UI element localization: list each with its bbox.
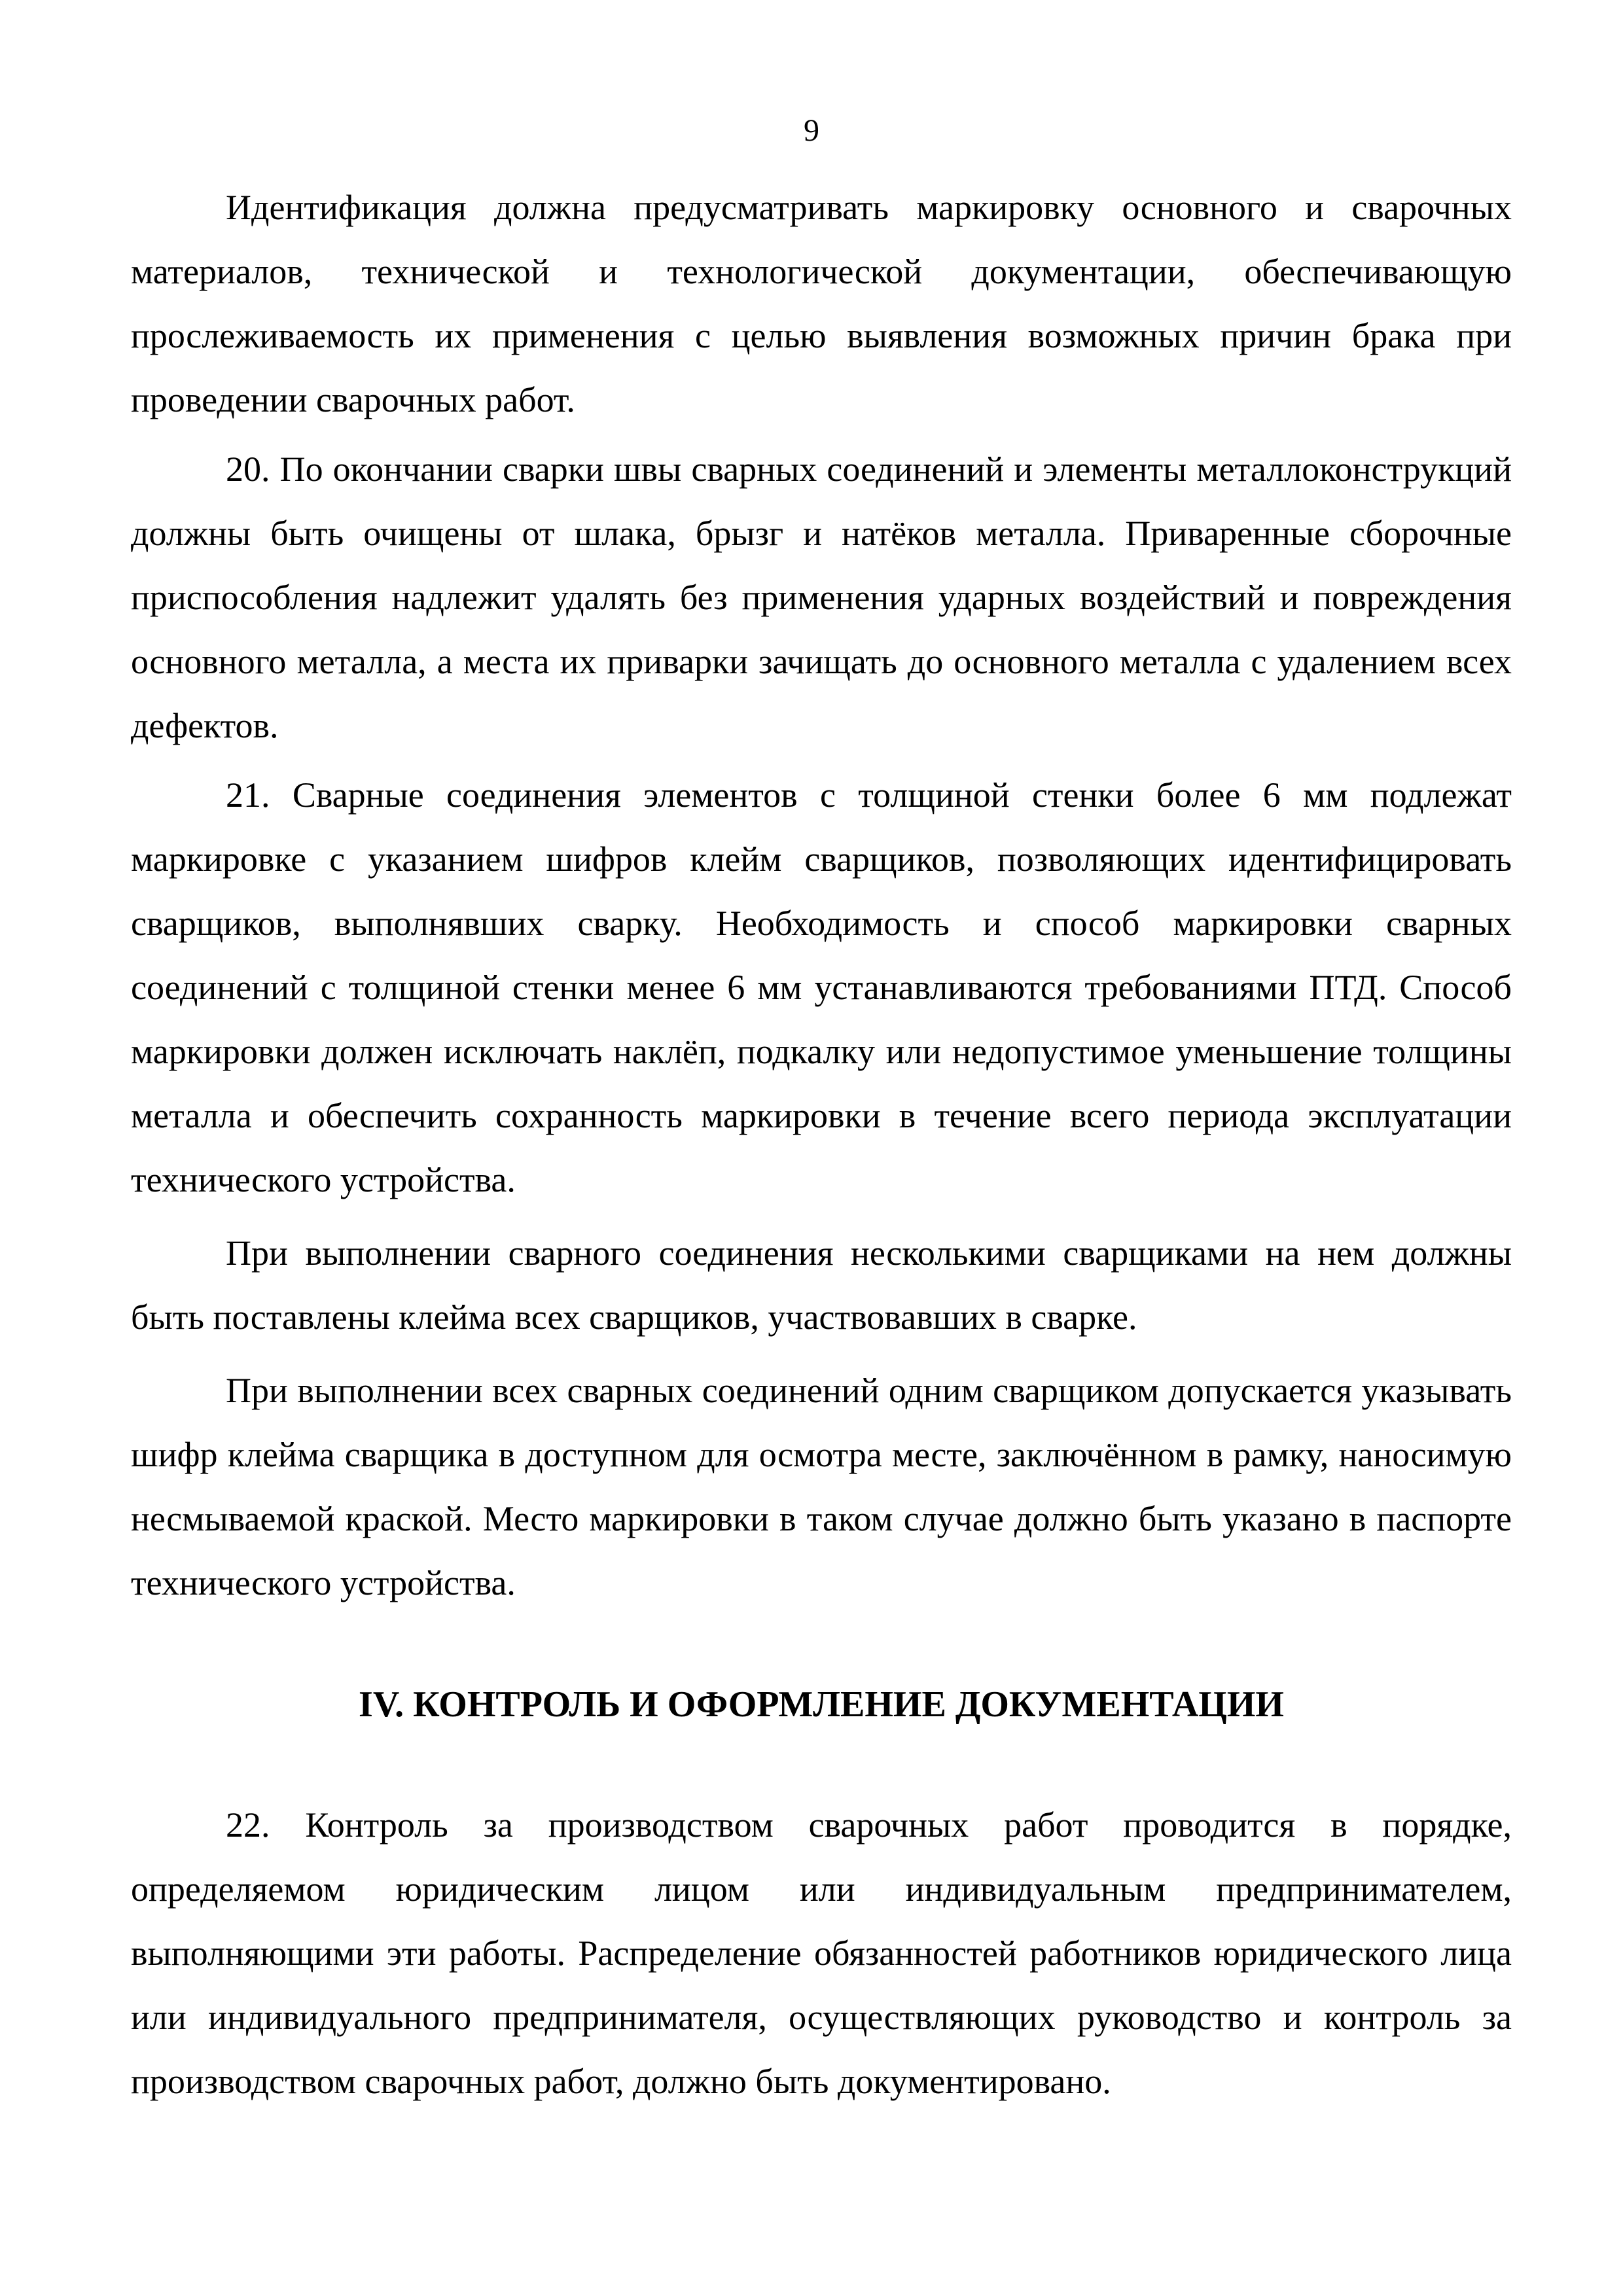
paragraph-single-welder: При выполнении всех сварных соединений одним сварщиком допускается указывать шифр клейма сварщика в доступном для осмотра месте, заключённом в рамку, наносимую несмываемой краской. Место маркировки в таком случае должно быть указано в паспорте технического устройства. xyxy=(131,1371,1512,1602)
section-heading-block xyxy=(131,1615,1512,1793)
paragraph-spacer xyxy=(131,1212,1512,1221)
paragraph-item-20: 20. По окончании сварки швы сварных соединений и элементы металлоконструкций должны быть очищены от шлака, брызг и натёков металла. Приваренные сборочные приспособления надлежит удалять без применения ударных воздействий и повреждения основного металла, а места их приварки зачищать до основного металла с удалением всех дефектов. xyxy=(131,450,1512,745)
section-heading: IV. КОНТРОЛЬ И ОФОРМЛЕНИЕ ДОКУМЕНТАЦИИ xyxy=(359,1684,1284,1725)
paragraph-spacer xyxy=(131,758,1512,763)
page-number: 9 xyxy=(804,113,819,148)
paragraph-identification: Идентификация должна предусматривать маркировку основного и сварочных материалов, технической и технологической документации, обеспечивающую прослеживаемость их применения с целью выявления возможных причин брака при проведении сварочных работ. xyxy=(131,188,1512,419)
paragraph-spacer xyxy=(131,1349,1512,1358)
document-body xyxy=(131,175,1512,2113)
paragraph-item-21: 21. Сварные соединения элементов с толщиной стенки более 6 мм подлежат маркировке с указанием шифров клейм сварщиков, позволяющих идентифицировать сварщиков, выполнявших сварку. Необходимость и способ маркировки сварных соединений с толщиной стенки менее 6 мм устанавливаются требованиями ПТД. Способ маркировки должен исключать наклёп, подкалку или недопустимое уменьшение толщины металла и обеспечить сохранность маркировки в течение всего периода эксплуатации технического устройства. xyxy=(131,775,1512,1199)
paragraph-item-22: 22. Контроль за производством сварочных работ проводится в порядке, определяемом юридическим лицом или индивидуальным предпринимателем, выполняющими эти работы. Распределение обязанностей работников юридического лица или индивидуального предпринимателя, осуществляющих руководство и контроль за производством сварочных работ, должно быть документировано. xyxy=(131,1805,1512,2101)
paragraph-spacer xyxy=(131,432,1512,437)
paragraph-multiple-welders: При выполнении сварного соединения несколькими сварщиками на нем должны быть поставлены клейма всех сварщиков, участвовавших в сварке. xyxy=(131,1233,1512,1337)
